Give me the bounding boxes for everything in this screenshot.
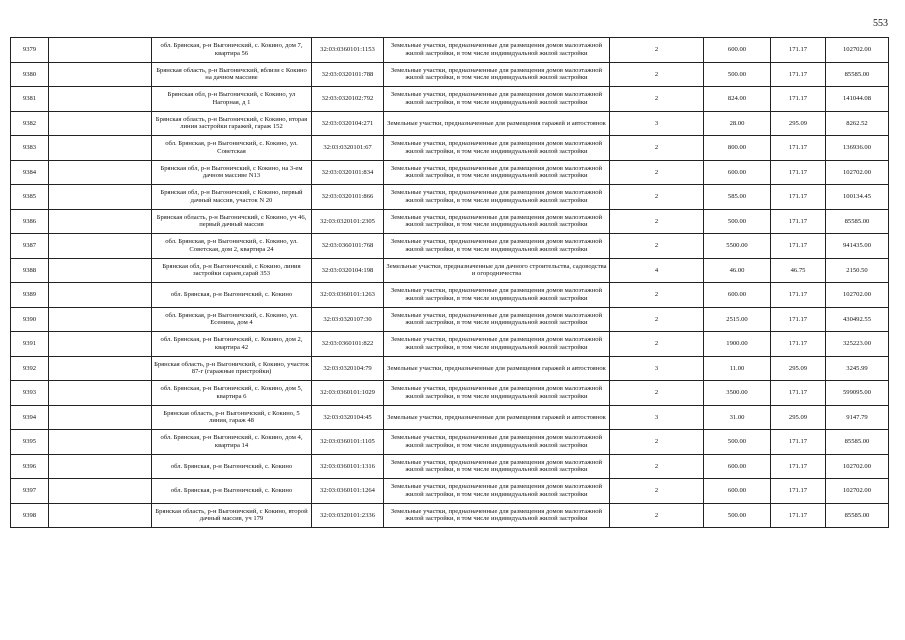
empty-cell-cell: [49, 160, 152, 185]
cadastral-value-cell: 102702.00: [826, 283, 889, 308]
cadastral-value-cell: 941435.00: [826, 234, 889, 259]
empty-cell-cell: [49, 356, 152, 381]
cadastral-number-cell: 32:03:0320104:45: [312, 405, 384, 430]
row-number-cell: 9388: [11, 258, 49, 283]
address-cell: обл. Брянская, р-н Выгоничский, с. Кокино: [152, 479, 312, 504]
group-number-cell: 3: [610, 111, 704, 136]
specific-value-cell: 171.17: [771, 381, 826, 406]
group-number-cell: 2: [610, 503, 704, 528]
row-number-cell: 9384: [11, 160, 49, 185]
cadastral-value-cell: 102702.00: [826, 479, 889, 504]
table-row: [11, 503, 889, 528]
cadastral-value-cell: 136936.00: [826, 136, 889, 161]
area-cell: 824.00: [704, 87, 771, 112]
land-use-type-cell: Земельные участки, предназначенные для размещения домов малоэтажной жилой застройки, в том числе индивидуальной жилой застройки: [384, 479, 610, 504]
group-number-cell: 2: [610, 283, 704, 308]
cadastral-number-cell: 32:03:0360101:1263: [312, 283, 384, 308]
area-cell: 500.00: [704, 209, 771, 234]
empty-cell-cell: [49, 234, 152, 259]
group-number-cell: 3: [610, 356, 704, 381]
table-body: [11, 38, 889, 528]
group-number-cell: 2: [610, 479, 704, 504]
group-number-cell: 2: [610, 234, 704, 259]
cadastral-value-cell: 2150.50: [826, 258, 889, 283]
group-number-cell: 2: [610, 87, 704, 112]
address-cell: обл. Брянская, р-н Выгоничский, с. Кокино, дом 5, квартира 6: [152, 381, 312, 406]
cadastral-value-cell: 85585.00: [826, 430, 889, 455]
cadastral-value-cell: 85585.00: [826, 209, 889, 234]
specific-value-cell: 171.17: [771, 136, 826, 161]
land-use-type-cell: Земельные участки, предназначенные для размещения домов малоэтажной жилой застройки, в том числе индивидуальной жилой застройки: [384, 185, 610, 210]
cadastral-value-cell: 9147.79: [826, 405, 889, 430]
specific-value-cell: 171.17: [771, 62, 826, 87]
group-number-cell: 2: [610, 62, 704, 87]
row-number-cell: 9387: [11, 234, 49, 259]
land-use-type-cell: Земельные участки, предназначенные для размещения гаражей и автостоянок: [384, 356, 610, 381]
table-row: [11, 160, 889, 185]
area-cell: 31.00: [704, 405, 771, 430]
empty-cell-cell: [49, 209, 152, 234]
table-row: [11, 185, 889, 210]
address-cell: обл. Брянская, р-н Выгоничский, с. Кокино: [152, 454, 312, 479]
area-cell: 500.00: [704, 430, 771, 455]
specific-value-cell: 295.09: [771, 405, 826, 430]
empty-cell-cell: [49, 307, 152, 332]
specific-value-cell: 171.17: [771, 454, 826, 479]
cadastral-number-cell: 32:03:0320101:866: [312, 185, 384, 210]
cadastral-value-cell: 141044.08: [826, 87, 889, 112]
land-use-type-cell: Земельные участки, предназначенные для размещения домов малоэтажной жилой застройки, в том числе индивидуальной жилой застройки: [384, 503, 610, 528]
area-cell: 585.00: [704, 185, 771, 210]
land-use-type-cell: Земельные участки, предназначенные для размещения домов малоэтажной жилой застройки, в том числе индивидуальной жилой застройки: [384, 87, 610, 112]
cadastral-number-cell: 32:03:0320101:2305: [312, 209, 384, 234]
cadastral-number-cell: 32:03:0320104:271: [312, 111, 384, 136]
empty-cell-cell: [49, 185, 152, 210]
specific-value-cell: 46.75: [771, 258, 826, 283]
specific-value-cell: 171.17: [771, 283, 826, 308]
group-number-cell: 2: [610, 185, 704, 210]
cadastral-number-cell: 32:03:0320102:792: [312, 87, 384, 112]
land-use-type-cell: Земельные участки, предназначенные для размещения домов малоэтажной жилой застройки, в том числе индивидуальной жилой застройки: [384, 38, 610, 63]
land-use-type-cell: Земельные участки, предназначенные для размещения домов малоэтажной жилой застройки, в том числе индивидуальной жилой застройки: [384, 454, 610, 479]
specific-value-cell: 171.17: [771, 209, 826, 234]
cadastral-number-cell: 32:03:0320104:198: [312, 258, 384, 283]
specific-value-cell: 171.17: [771, 430, 826, 455]
row-number-cell: 9389: [11, 283, 49, 308]
empty-cell-cell: [49, 283, 152, 308]
land-use-type-cell: Земельные участки, предназначенные для размещения домов малоэтажной жилой застройки, в том числе индивидуальной жилой застройки: [384, 381, 610, 406]
row-number-cell: 9390: [11, 307, 49, 332]
cadastral-number-cell: 32:03:0320101:788: [312, 62, 384, 87]
group-number-cell: 2: [610, 454, 704, 479]
area-cell: 600.00: [704, 479, 771, 504]
land-registry-table: [10, 37, 889, 528]
cadastral-number-cell: 32:03:0320107:30: [312, 307, 384, 332]
area-cell: 1900.00: [704, 332, 771, 357]
land-use-type-cell: Земельные участки, предназначенные для размещения гаражей и автостоянок: [384, 405, 610, 430]
specific-value-cell: 171.17: [771, 87, 826, 112]
cadastral-number-cell: 32:03:0360101:1316: [312, 454, 384, 479]
empty-cell-cell: [49, 258, 152, 283]
cadastral-value-cell: 102702.00: [826, 38, 889, 63]
area-cell: 600.00: [704, 454, 771, 479]
group-number-cell: 2: [610, 307, 704, 332]
group-number-cell: 2: [610, 160, 704, 185]
land-use-type-cell: Земельные участки, предназначенные для размещения домов малоэтажной жилой застройки, в том числе индивидуальной жилой застройки: [384, 62, 610, 87]
specific-value-cell: 171.17: [771, 307, 826, 332]
land-use-type-cell: Земельные участки, предназначенные для размещения гаражей и автостоянок: [384, 111, 610, 136]
table-row: [11, 38, 889, 63]
row-number-cell: 9385: [11, 185, 49, 210]
address-cell: Брянская обл, р-н Выгоничский, с Кокино, ул Нагорная, д 1: [152, 87, 312, 112]
specific-value-cell: 171.17: [771, 503, 826, 528]
group-number-cell: 4: [610, 258, 704, 283]
cadastral-number-cell: 32:03:0320104:79: [312, 356, 384, 381]
area-cell: 11.00: [704, 356, 771, 381]
area-cell: 600.00: [704, 38, 771, 63]
row-number-cell: 9382: [11, 111, 49, 136]
row-number-cell: 9396: [11, 454, 49, 479]
area-cell: 600.00: [704, 283, 771, 308]
land-use-type-cell: Земельные участки, предназначенные для размещения домов малоэтажной жилой застройки, в том числе индивидуальной жилой застройки: [384, 234, 610, 259]
table-row: [11, 87, 889, 112]
row-number-cell: 9398: [11, 503, 49, 528]
row-number-cell: 9379: [11, 38, 49, 63]
empty-cell-cell: [49, 405, 152, 430]
table-row: [11, 283, 889, 308]
cadastral-number-cell: 32:03:0360101:822: [312, 332, 384, 357]
table-row: [11, 111, 889, 136]
table-row: [11, 332, 889, 357]
cadastral-number-cell: 32:03:0320101:834: [312, 160, 384, 185]
cadastral-value-cell: 100134.45: [826, 185, 889, 210]
land-use-type-cell: Земельные участки, предназначенные для размещения домов малоэтажной жилой застройки, в том числе индивидуальной жилой застройки: [384, 283, 610, 308]
empty-cell-cell: [49, 87, 152, 112]
area-cell: 500.00: [704, 503, 771, 528]
cadastral-number-cell: 32:03:0360101:768: [312, 234, 384, 259]
area-cell: 28.00: [704, 111, 771, 136]
area-cell: 5500.00: [704, 234, 771, 259]
empty-cell-cell: [49, 62, 152, 87]
row-number-cell: 9394: [11, 405, 49, 430]
row-number-cell: 9395: [11, 430, 49, 455]
specific-value-cell: 171.17: [771, 234, 826, 259]
group-number-cell: 2: [610, 430, 704, 455]
cadastral-value-cell: 85585.00: [826, 503, 889, 528]
address-cell: Брянская область, р-н Выгоничский, с Кокино, второй дачный массив, уч 179: [152, 503, 312, 528]
area-cell: 46.00: [704, 258, 771, 283]
address-cell: обл. Брянская, р-н Выгоничский, с. Кокино, ул. Советская: [152, 136, 312, 161]
empty-cell-cell: [49, 503, 152, 528]
specific-value-cell: 171.17: [771, 185, 826, 210]
address-cell: обл. Брянская, р-н Выгоничский, с. Кокино: [152, 283, 312, 308]
specific-value-cell: 171.17: [771, 38, 826, 63]
cadastral-number-cell: 32:03:0360101:1153: [312, 38, 384, 63]
specific-value-cell: 171.17: [771, 479, 826, 504]
cadastral-number-cell: 32:03:0360101:1105: [312, 430, 384, 455]
cadastral-value-cell: 102702.00: [826, 160, 889, 185]
row-number-cell: 9383: [11, 136, 49, 161]
address-cell: Брянская обл, р-н Выгоничский, с Кокино, на 3-ем дачном массиве N13: [152, 160, 312, 185]
empty-cell-cell: [49, 430, 152, 455]
address-cell: Брянская область, р-н Выгоничский, с Кокино, вторая линия застройки гаражей, гараж 152: [152, 111, 312, 136]
cadastral-number-cell: 32:03:0360101:1029: [312, 381, 384, 406]
cadastral-value-cell: 599095.00: [826, 381, 889, 406]
group-number-cell: 2: [610, 332, 704, 357]
cadastral-value-cell: 102702.00: [826, 454, 889, 479]
address-cell: Брянская область, р-н Выгоничский, с Кокино, 5 линия, гараж 48: [152, 405, 312, 430]
address-cell: обл. Брянская, р-н Выгоничский, с. Кокино, дом 7, квартира 56: [152, 38, 312, 63]
table-row: [11, 234, 889, 259]
table-row: [11, 430, 889, 455]
empty-cell-cell: [49, 454, 152, 479]
land-use-type-cell: Земельные участки, предназначенные для размещения домов малоэтажной жилой застройки, в том числе индивидуальной жилой застройки: [384, 209, 610, 234]
table-row: [11, 307, 889, 332]
address-cell: обл. Брянская, р-н Выгоничский, с. Кокино, дом 2, квартира 42: [152, 332, 312, 357]
table-row: [11, 136, 889, 161]
table-row: [11, 405, 889, 430]
specific-value-cell: 171.17: [771, 160, 826, 185]
table-row: [11, 381, 889, 406]
cadastral-value-cell: 85585.00: [826, 62, 889, 87]
table-row: [11, 62, 889, 87]
specific-value-cell: 295.09: [771, 356, 826, 381]
row-number-cell: 9392: [11, 356, 49, 381]
land-use-type-cell: Земельные участки, предназначенные для размещения домов малоэтажной жилой застройки, в том числе индивидуальной жилой застройки: [384, 307, 610, 332]
land-use-type-cell: Земельные участки, предназначенные для размещения домов малоэтажной жилой застройки, в том числе индивидуальной жилой застройки: [384, 430, 610, 455]
row-number-cell: 9397: [11, 479, 49, 504]
cadastral-number-cell: 32:03:0360101:1264: [312, 479, 384, 504]
address-cell: обл. Брянская, р-н Выгоничский, с. Кокино, дом 4, квартира 14: [152, 430, 312, 455]
cadastral-value-cell: 8262.52: [826, 111, 889, 136]
table-row: [11, 356, 889, 381]
group-number-cell: 2: [610, 209, 704, 234]
cadastral-value-cell: 430492.55: [826, 307, 889, 332]
empty-cell-cell: [49, 38, 152, 63]
table-row: [11, 454, 889, 479]
address-cell: Брянская обл, р-н Выгоничский, с Кокино, первый дачный массив, участок N 20: [152, 185, 312, 210]
table-row: [11, 209, 889, 234]
area-cell: 2515.00: [704, 307, 771, 332]
table-row: [11, 479, 889, 504]
area-cell: 800.00: [704, 136, 771, 161]
area-cell: 500.00: [704, 62, 771, 87]
table-row: [11, 258, 889, 283]
group-number-cell: 2: [610, 38, 704, 63]
page-number: 553: [873, 18, 888, 29]
land-use-type-cell: Земельные участки, предназначенные для размещения домов малоэтажной жилой застройки, в том числе индивидуальной жилой застройки: [384, 160, 610, 185]
land-use-type-cell: Земельные участки, предназначенные для дачного строительства, садоводства и огородничества: [384, 258, 610, 283]
row-number-cell: 9391: [11, 332, 49, 357]
land-use-type-cell: Земельные участки, предназначенные для размещения домов малоэтажной жилой застройки, в том числе индивидуальной жилой застройки: [384, 136, 610, 161]
row-number-cell: 9380: [11, 62, 49, 87]
address-cell: Брянская обл, р-н Выгоничский, с Кокино, линия застройки сараев,сарай 353: [152, 258, 312, 283]
cadastral-value-cell: 325223.00: [826, 332, 889, 357]
group-number-cell: 3: [610, 405, 704, 430]
group-number-cell: 2: [610, 381, 704, 406]
row-number-cell: 9381: [11, 87, 49, 112]
row-number-cell: 9393: [11, 381, 49, 406]
cadastral-number-cell: 32:03:0320101:67: [312, 136, 384, 161]
address-cell: обл. Брянская, р-н Выгоничский, с. Кокино, ул. Есенина, дом 4: [152, 307, 312, 332]
address-cell: Брянская область, р-н Выгоничский, с Кокино, уч 46, первый дачный массив: [152, 209, 312, 234]
empty-cell-cell: [49, 111, 152, 136]
land-use-type-cell: Земельные участки, предназначенные для размещения домов малоэтажной жилой застройки, в том числе индивидуальной жилой застройки: [384, 332, 610, 357]
cadastral-value-cell: 3245.99: [826, 356, 889, 381]
specific-value-cell: 171.17: [771, 332, 826, 357]
cadastral-number-cell: 32:03:0320101:2336: [312, 503, 384, 528]
group-number-cell: 2: [610, 136, 704, 161]
address-cell: обл. Брянская, р-н Выгоничский, с. Кокино, ул. Советская, дом 2, квартира 24: [152, 234, 312, 259]
empty-cell-cell: [49, 381, 152, 406]
address-cell: Брянская область, р-н Выгоничский, с Кокино, участок 87-г (гаражные пристройки): [152, 356, 312, 381]
empty-cell-cell: [49, 479, 152, 504]
empty-cell-cell: [49, 136, 152, 161]
row-number-cell: 9386: [11, 209, 49, 234]
empty-cell-cell: [49, 332, 152, 357]
area-cell: 3500.00: [704, 381, 771, 406]
area-cell: 600.00: [704, 160, 771, 185]
specific-value-cell: 295.09: [771, 111, 826, 136]
address-cell: Брянская область, р-н Выгоничский, вблизи с Кокино на дачном массиве: [152, 62, 312, 87]
